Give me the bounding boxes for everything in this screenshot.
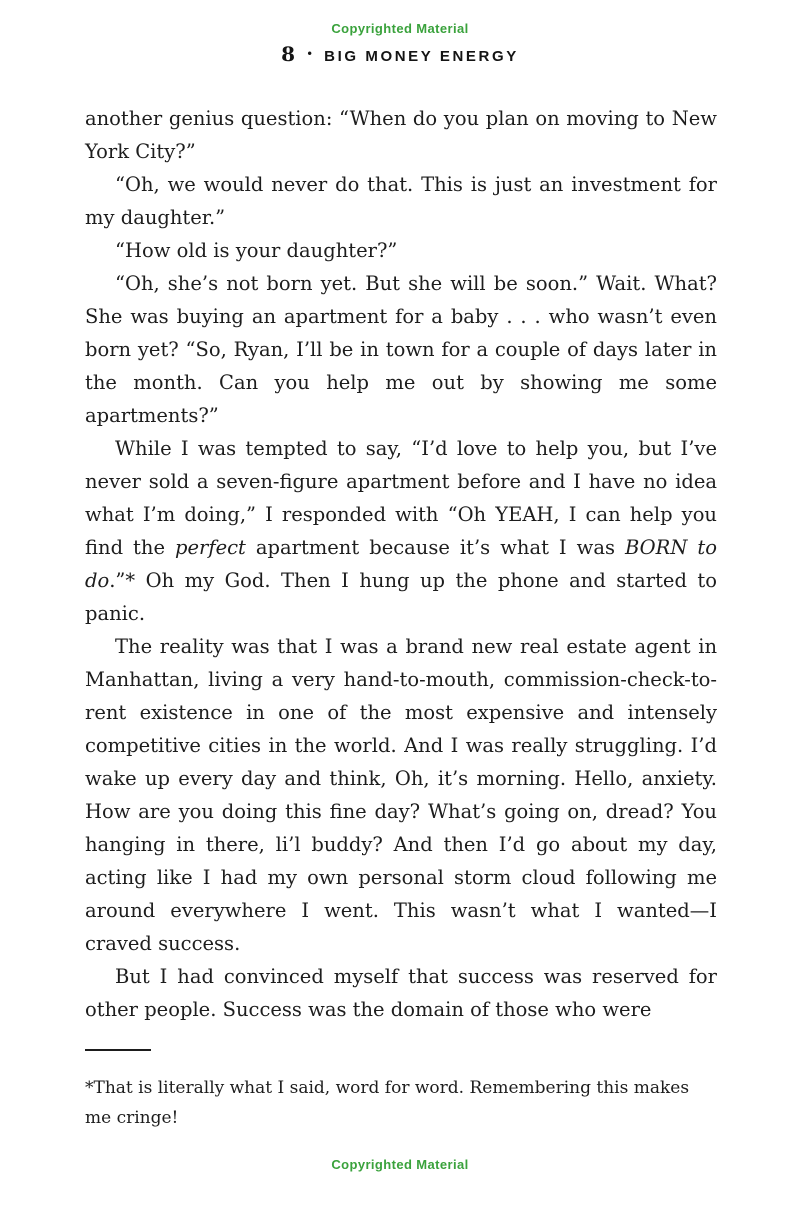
header-separator-bullet: • (306, 47, 314, 61)
paragraph (85, 168, 717, 234)
paragraph (85, 234, 717, 267)
text-run-italic: BORN to do (85, 536, 717, 592)
page-number: 8 (281, 42, 296, 66)
footnote-divider (85, 1049, 151, 1051)
body-text-block (85, 102, 717, 1026)
text-run: The reality was that I was a brand new real estate agent in Manhattan, living a very hand-to-mouth, commission-check-to-rent existence in one of the most expensive and intensely competitive cities in the world. And I was really struggling. I’d wake up every day and think, Oh, it’s morning. Hello, anxiety. How are you doing this fine day? What’s going on, dread? You hanging in there, li’l buddy? And then I’d go about my day, acting like I had my own personal storm cloud following me around everywhere I went. This wasn’t what I wanted—I craved success. (85, 635, 717, 955)
paragraph (85, 267, 717, 432)
copyright-notice-bottom: Copyrighted Material (331, 1157, 469, 1172)
paragraph (85, 630, 717, 960)
text-run: another genius question: “When do you plan on moving to New York City?” (85, 107, 717, 163)
text-run: “How old is your daughter?” (115, 239, 398, 262)
text-run: .”* Oh my God. Then I hung up the phone and started to panic. (85, 569, 717, 625)
text-run-italic: perfect (175, 536, 246, 559)
paragraph (85, 432, 717, 630)
text-run: “Oh, she’s not born yet. But she will be soon.” Wait. What? She was buying an apartment for a baby . . . who wasn’t even born yet? “So, Ryan, I’ll be in town for a couple of days later in the month. Can you help me out by showing me some apartments?” (85, 272, 717, 427)
copyright-notice-top: Copyrighted Material (331, 21, 469, 36)
paragraph (85, 102, 717, 168)
page-header (0, 42, 800, 66)
text-run: While I was tempted to say, “I’d love to help you, but I’ve never sold a seven-figure apartment before and I have no idea what I’m doing,” I responded with “Oh YEAH, I can help you find the (85, 437, 717, 559)
footnote: *That is literally what I said, word for word. Remembering this makes me cringe! (85, 1078, 690, 1128)
paragraph (85, 960, 717, 1026)
text-run: But I had convinced myself that success was reserved for other people. Success was the domain of those who were (85, 965, 717, 1021)
text-run: “Oh, we would never do that. This is just an investment for my daughter.” (85, 173, 717, 229)
text-run: apartment because it’s what I was (245, 536, 625, 559)
book-title: BIG MONEY ENERGY (324, 48, 519, 65)
